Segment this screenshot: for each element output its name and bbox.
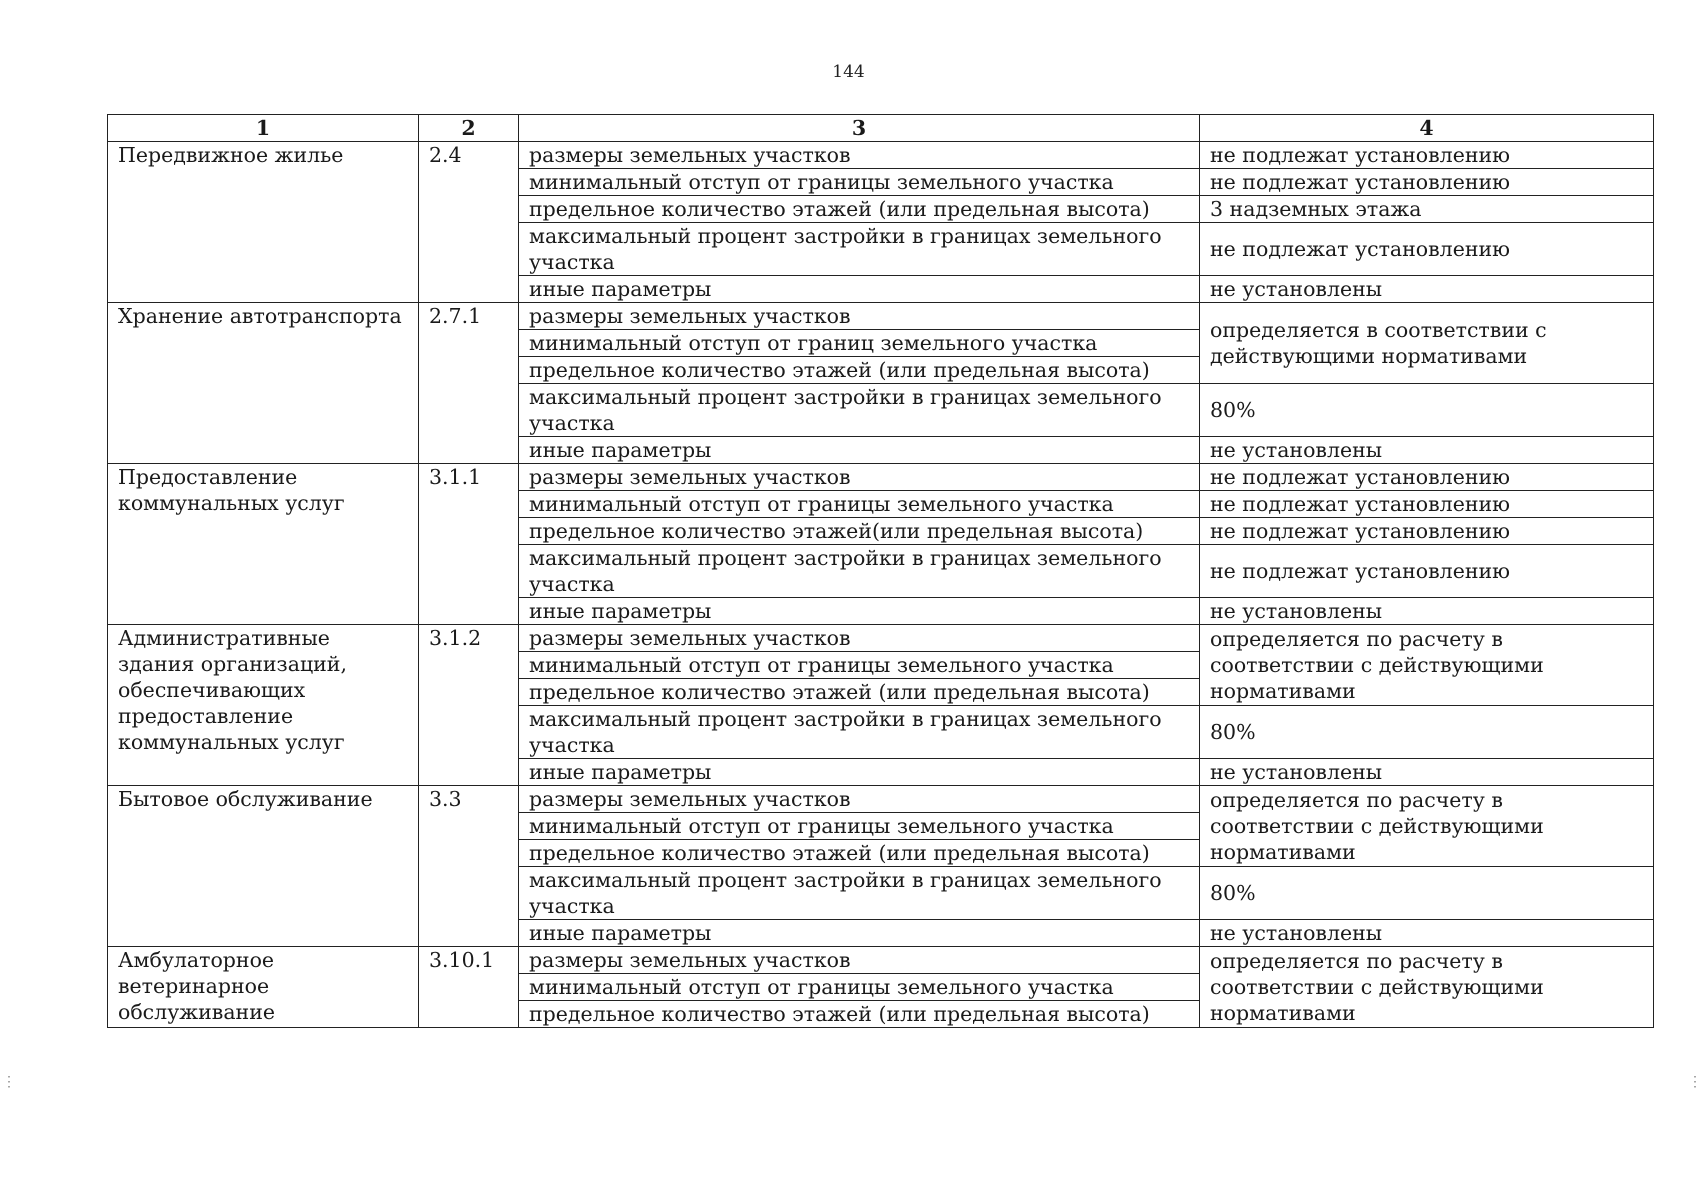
table-row	[108, 625, 1654, 652]
use-type-code: 2.7.1	[419, 303, 519, 464]
table-row	[108, 303, 1654, 330]
parameter-name: предельное количество этажей (или предельная высота)	[519, 679, 1200, 706]
parameter-value: не подлежат установлению	[1200, 518, 1654, 545]
use-type-name: Бытовое обслуживание	[108, 786, 419, 947]
table-row	[108, 786, 1654, 813]
parameter-name: иные параметры	[519, 598, 1200, 625]
use-type-code: 3.3	[419, 786, 519, 947]
use-type-name: Амбулаторное ветеринарное обслуживание	[108, 947, 419, 1028]
parameter-value: 80%	[1200, 384, 1654, 437]
header-col-2: 2	[419, 115, 519, 142]
use-type-name: Хранение автотранспорта	[108, 303, 419, 464]
header-col-1: 1	[108, 115, 419, 142]
parameter-value: не подлежат установлению	[1200, 142, 1654, 169]
parameter-value: не подлежат установлению	[1200, 223, 1654, 276]
parameter-name: минимальный отступ от границ земельного участка	[519, 330, 1200, 357]
land-use-parameters-table	[107, 114, 1654, 1028]
parameter-value: не установлены	[1200, 437, 1654, 464]
table-body	[108, 142, 1654, 1028]
table-header-row	[108, 115, 1654, 142]
parameter-name: максимальный процент застройки в границах земельного участка	[519, 706, 1200, 759]
parameter-name: предельное количество этажей (или предельная высота)	[519, 840, 1200, 867]
use-type-code: 2.4	[419, 142, 519, 303]
parameter-value: не подлежат установлению	[1200, 545, 1654, 598]
parameter-name: предельное количество этажей (или предельная высота)	[519, 196, 1200, 223]
table-row	[108, 464, 1654, 491]
parameter-name: предельное количество этажей (или предельная высота)	[519, 1001, 1200, 1028]
parameter-name: иные параметры	[519, 920, 1200, 947]
parameter-value: не установлены	[1200, 920, 1654, 947]
parameter-value: не установлены	[1200, 598, 1654, 625]
parameter-name: иные параметры	[519, 437, 1200, 464]
parameter-name: размеры земельных участков	[519, 303, 1200, 330]
parameter-value: определяется по расчету в соответствии с действующими нормативами	[1200, 786, 1654, 867]
parameter-value: 3 надземных этажа	[1200, 196, 1654, 223]
parameter-name: минимальный отступ от границы земельного участка	[519, 652, 1200, 679]
parameter-value: 80%	[1200, 867, 1654, 920]
parameter-value: 80%	[1200, 706, 1654, 759]
parameter-value: определяется по расчету в соответствии с действующими нормативами	[1200, 947, 1654, 1028]
parameter-name: предельное количество этажей (или предельная высота)	[519, 357, 1200, 384]
parameter-value: не подлежат установлению	[1200, 491, 1654, 518]
parameter-name: минимальный отступ от границы земельного участка	[519, 169, 1200, 196]
parameter-value: не установлены	[1200, 759, 1654, 786]
use-type-code: 3.10.1	[419, 947, 519, 1028]
parameter-name: размеры земельных участков	[519, 625, 1200, 652]
parameter-value: не подлежат установлению	[1200, 464, 1654, 491]
parameter-name: максимальный процент застройки в границах земельного участка	[519, 545, 1200, 598]
parameter-value: не подлежат установлению	[1200, 169, 1654, 196]
parameter-name: размеры земельных участков	[519, 142, 1200, 169]
parameter-name: иные параметры	[519, 276, 1200, 303]
parameter-name: минимальный отступ от границы земельного участка	[519, 974, 1200, 1001]
parameter-value: определяется по расчету в соответствии с действующими нормативами	[1200, 625, 1654, 706]
use-type-name: Предоставление коммунальных услуг	[108, 464, 419, 625]
parameter-name: максимальный процент застройки в границах земельного участка	[519, 223, 1200, 276]
use-type-code: 3.1.2	[419, 625, 519, 786]
page-number: 144	[832, 62, 865, 82]
header-col-4: 4	[1200, 115, 1654, 142]
parameter-name: максимальный процент застройки в границах земельного участка	[519, 384, 1200, 437]
parameter-name: иные параметры	[519, 759, 1200, 786]
parameter-value: не установлены	[1200, 276, 1654, 303]
scan-edge-mark-left: ⋮	[2, 1074, 16, 1090]
parameter-name: минимальный отступ от границы земельного участка	[519, 491, 1200, 518]
parameter-name: предельное количество этажей(или предельная высота)	[519, 518, 1200, 545]
parameter-name: размеры земельных участков	[519, 786, 1200, 813]
table-row	[108, 947, 1654, 974]
table-row	[108, 142, 1654, 169]
use-type-name: Административные здания организаций, обеспечивающих предоставление коммунальных услуг	[108, 625, 419, 786]
parameter-name: размеры земельных участков	[519, 464, 1200, 491]
use-type-code: 3.1.1	[419, 464, 519, 625]
parameter-name: минимальный отступ от границы земельного участка	[519, 813, 1200, 840]
scan-edge-mark-right: ⋮	[1688, 1074, 1702, 1090]
use-type-name: Передвижное жилье	[108, 142, 419, 303]
parameter-value: определяется в соответствии с действующими нормативами	[1200, 303, 1654, 384]
parameter-name: размеры земельных участков	[519, 947, 1200, 974]
parameter-name: максимальный процент застройки в границах земельного участка	[519, 867, 1200, 920]
header-col-3: 3	[519, 115, 1200, 142]
